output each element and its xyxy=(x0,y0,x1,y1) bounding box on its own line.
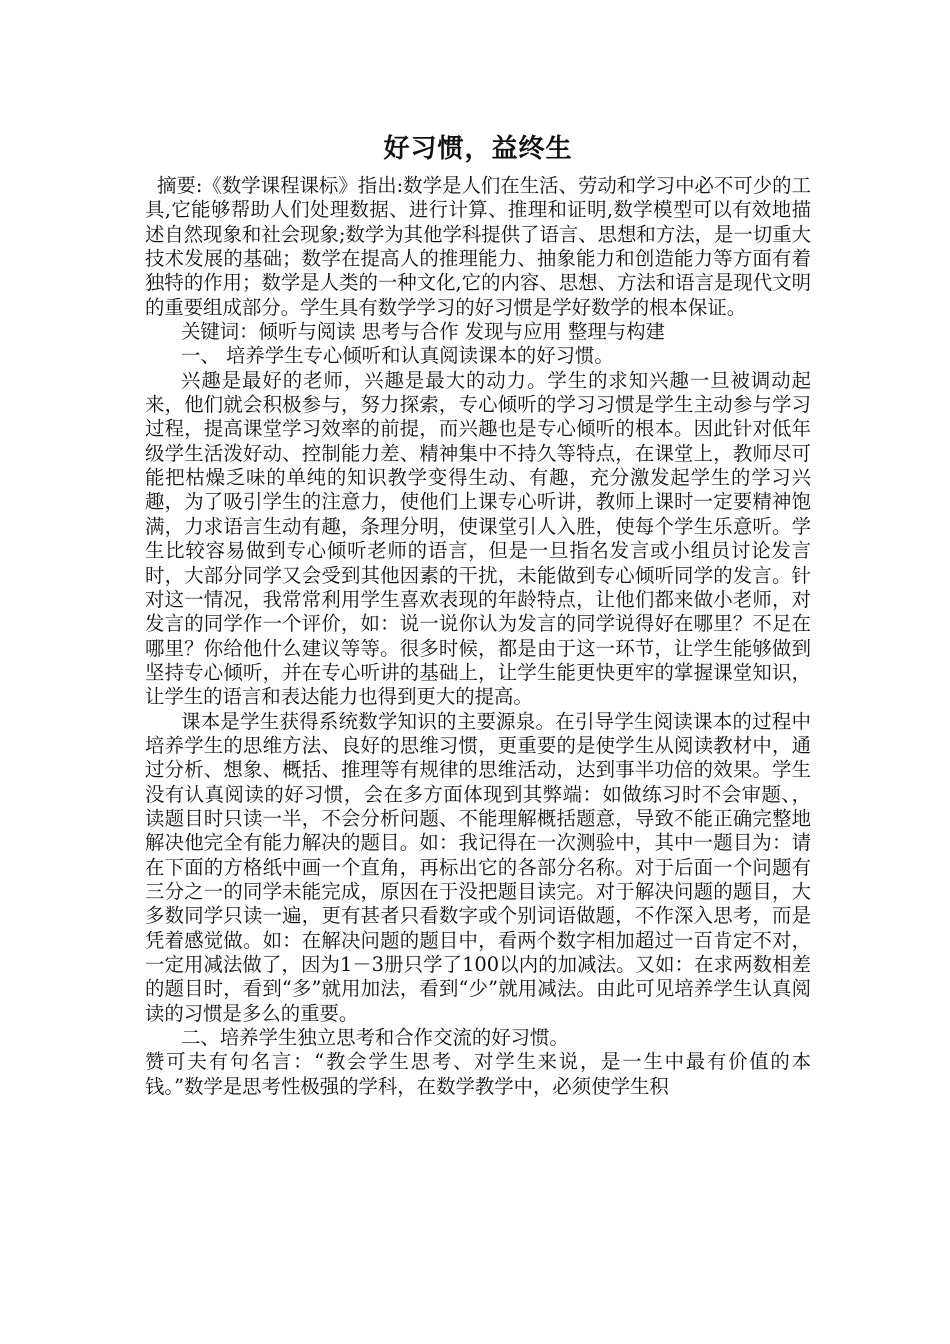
document-title: 好习惯，益终生 xyxy=(383,134,573,164)
section-heading-2: 二、培养学生独立思考和合作交流的好习惯。 xyxy=(181,1026,569,1050)
body-paragraph: 兴趣是最好的老师，兴趣是最大的动力。学生的求知兴趣一旦被调动起来，他们就会积极参与，努力探索，专心倾听的学习习惯是学生主动参与学习过程，提高课堂学习效率的前提，而兴趣也是专心倾听的根本。因此针对低年级学生活泼好动、控制能力差、精神集中不持久等特点，在课堂上，教师尽可能把枯燥乏味的单纯的知识教学变得生动、有趣，充分激发起学生的学习兴趣，为了吸引学生的注意力，使他们上课专心听讲，教师上课时一定要精神饱满，力求语言生动有趣，条理分明，使课堂引人入胜，使每个学生乐意听。学生比较容易做到专心倾听老师的语言，但是一旦指名发言或小组员讨论发言时，大部分同学又会受到其他因素的干扰，未能做到专心倾听同学的发言。针对这一情况，我常常利用学生喜欢表现的年龄特点，让他们都来做小老师，对发言的同学作一个评价，如：说一说你认为发言的同学说得好在哪里？不足在哪里？你给他什么建议等等。很多时候，都是由于这一环节，让学生能够做到坚持专心倾听，并在专心听讲的基础上，让学生能更快更牢的掌握课堂知识，让学生的语言和表达能力也得到更大的提高。 xyxy=(145,368,811,709)
body-paragraph: 课本是学生获得系统数学知识的主要源泉。在引导学生阅读课本的过程中培养学生的思维方法、良好的思维习惯，更重要的是使学生从阅读教材中，通过分析、想象、概括、推理等有规律的思维活动，达到事半功倍的效果。学生没有认真阅读的好习惯，会在多方面体现到其弊端：如做练习时不会审题、，读题目时只读一半，不会分析问题、不能理解概括题意，导致不能正确完整地解决他完全有能力解决的题目。如：我记得在一次测验中，其中一题目为：请在下面的方格纸中画一个直角，再标出它的各部分名称。对于后面一个问题有三分之一的同学未能完成，原因在于没把题目读完。对于解决问题的题目，大多数同学只读一遍，更有甚者只看数字或个别词语做题，不作深入思考，而是凭着感觉做。如：在解决问题的题目中，看两个数字相加超过一百肯定不对，一定用减法做了，因为1－3册只学了100以内的加减法。又如：在求两数相差的题目时，看到“多”就用加法，看到“少”就用减法。由此可见培养学生认真阅读的习惯是多么的重要。 xyxy=(145,709,811,1025)
section-heading-1: 一、 培养学生专心倾听和认真阅读课本的好习惯。 xyxy=(181,344,614,368)
document-page xyxy=(145,128,811,1099)
keywords-line: 关键词：倾听与阅读 思考与合作 发现与应用 整理与构建 xyxy=(181,320,665,344)
body-paragraph: 赞可夫有句名言：“教会学生思考、对学生来说，是一生中最有价值的本钱。”数学是思考性极强的学科，在数学教学中，必须使学生积 xyxy=(145,1050,811,1098)
abstract-paragraph: 摘要:《数学课程课标》指出:数学是人们在生活、劳动和学习中必不可少的工具,它能够帮助人们处理数据、进行计算、推理和证明,数学模型可以有效地描述自然现象和社会现象;数学为其他学科提供了语言、思想和方法，是一切重大技术发展的基础；数学在提高人的推理能力、抽象能力和创造能力等方面有着独特的作用；数学是人类的一种文化,它的内容、思想、方法和语言是现代文明的重要组成部分。学生具有数学学习的好习惯是学好数学的根本保证。 xyxy=(145,174,811,319)
